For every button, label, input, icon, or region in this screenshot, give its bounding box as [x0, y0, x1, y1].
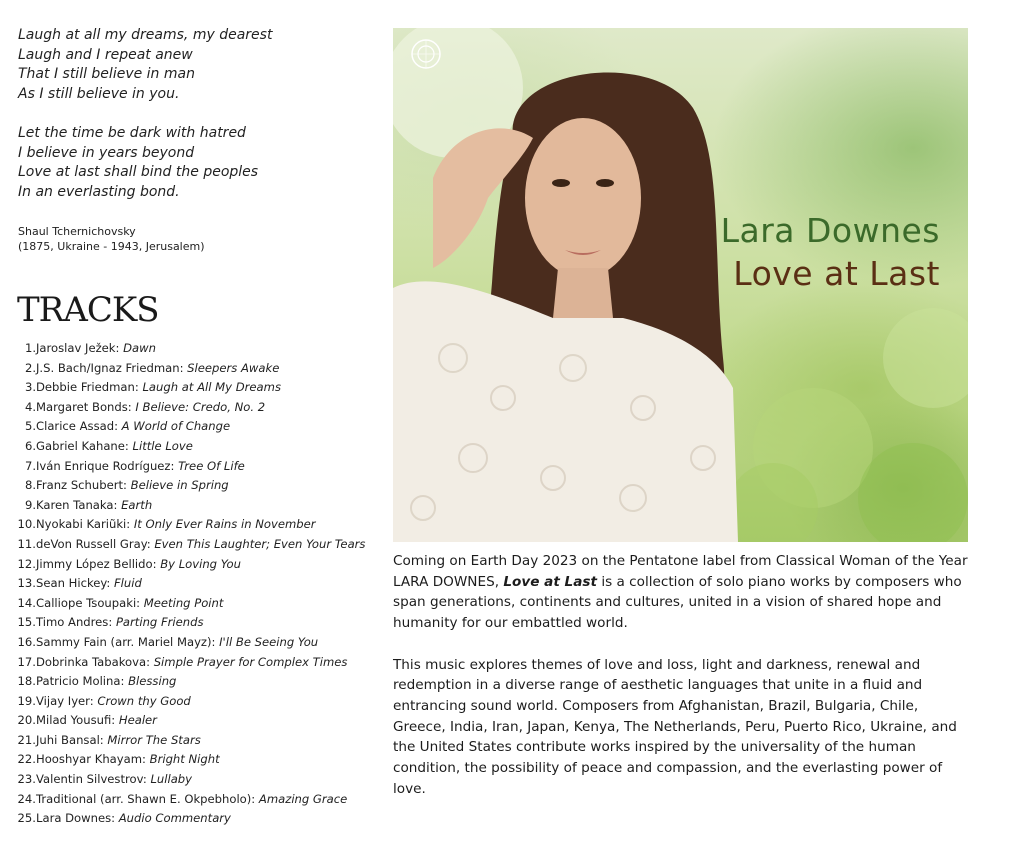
track-item	[14, 398, 386, 418]
track-title: By Loving You	[160, 556, 241, 571]
track-title: It Only Ever Rains in November	[133, 517, 316, 532]
track-title: Amazing Grace	[258, 791, 348, 806]
track-item	[14, 339, 386, 359]
track-number: 25.	[17, 811, 36, 826]
track-composer: Patricio Molina:	[36, 674, 129, 689]
track-number: 22.	[17, 752, 36, 767]
track-number: 12.	[17, 556, 36, 571]
track-title: A World of Change	[121, 419, 231, 434]
poem-attribution	[18, 224, 205, 254]
track-title: Audio Commentary	[118, 811, 231, 826]
poem-author-dates: (1875, Ukraine - 1943, Jerusalem)	[18, 240, 205, 253]
track-item	[14, 594, 386, 614]
track-composer: Calliope Tsoupaki:	[36, 595, 144, 610]
track-item	[14, 555, 386, 575]
track-composer: Iván Enrique Rodríguez:	[36, 458, 179, 473]
description-text: is a collection of solo piano works by composers who span generations, continents and cultures, united in a vision of shared hope and humanity for our embattled world.	[393, 573, 962, 632]
track-composer: Jimmy López Bellido:	[36, 556, 161, 571]
track-number: 13.	[17, 576, 36, 591]
pentatone-logo-icon	[410, 38, 442, 70]
track-composer: J.S. Bach/Ignaz Friedman:	[36, 360, 188, 375]
track-number: 9.	[24, 497, 36, 512]
track-title: Mirror The Stars	[107, 732, 201, 747]
track-composer: Sammy Fain (arr. Mariel Mayz):	[36, 634, 220, 649]
track-item	[14, 437, 386, 457]
track-number: 19.	[17, 693, 36, 708]
track-number: 21.	[17, 732, 36, 747]
poem-line: Love at last shall bind the peoples	[18, 164, 259, 181]
track-item	[14, 476, 386, 496]
track-number: 1.	[24, 341, 36, 355]
tracks-heading: TRACKS	[17, 290, 159, 330]
track-title: Believe in Spring	[130, 478, 229, 493]
track-item	[14, 574, 386, 594]
track-title: Healer	[118, 713, 157, 728]
track-composer: Debbie Friedman:	[36, 380, 143, 395]
track-title: Dawn	[123, 341, 156, 355]
track-title: Parting Friends	[115, 615, 204, 630]
track-title: Meeting Point	[143, 595, 224, 610]
track-item	[14, 515, 386, 535]
track-number: 8.	[24, 478, 36, 493]
poem-line: Laugh and I repeat anew	[18, 46, 193, 63]
track-number: 11.	[17, 536, 36, 551]
poem-line: That I still believe in man	[18, 66, 195, 83]
track-composer: Sean Hickey:	[36, 576, 114, 591]
track-item	[14, 809, 386, 829]
track-item	[14, 790, 386, 810]
track-number: 23.	[17, 772, 36, 787]
track-item	[14, 711, 386, 731]
poem-line: As I still believe in you.	[18, 85, 180, 102]
track-composer: Juhi Bansal:	[36, 732, 108, 747]
track-number: 6.	[24, 438, 36, 453]
track-title: Blessing	[128, 674, 177, 689]
track-composer: Nyokabi Kariũki:	[36, 517, 134, 532]
track-composer: Traditional (arr. Shawn E. Okpebholo):	[36, 791, 259, 806]
track-item	[14, 457, 386, 477]
track-number: 17.	[17, 654, 36, 669]
track-item	[14, 496, 386, 516]
description-paragraph: This music explores themes of love and loss, light and darkness, renewal and redemption in a diverse range of aesthetic languages that unite in a fluid and entrancing sound world. Composers from Afghanistan, Brazil, Bulgaria, Chile, Greece, India, Iran, Japan, Kenya, The Netherlands, Peru, Puerto Rico, Ukraine, and the United States contribute works inspired by the universality of the human condition, the possibility of peace and compassion, and the everlasting power of love.	[393, 656, 957, 797]
track-composer: Valentin Silvestrov:	[36, 772, 151, 787]
cover-album-title: Love at Last	[733, 254, 940, 293]
description-album-title: Love at Last	[503, 573, 597, 590]
track-title: Laugh at All My Dreams	[142, 380, 281, 395]
track-number: 24.	[17, 791, 36, 806]
poem-line: Laugh at all my dreams, my dearest	[18, 27, 273, 43]
track-title: I'll Be Seeing You	[219, 634, 319, 649]
track-composer: Milad Yousufi:	[36, 713, 119, 728]
track-item	[14, 417, 386, 437]
track-number: 18.	[17, 674, 36, 689]
track-number: 5.	[24, 419, 36, 434]
track-item	[14, 692, 386, 712]
track-title: Tree Of Life	[178, 458, 245, 473]
track-composer: Dobrinka Tabakova:	[36, 654, 154, 669]
poem-author: Shaul Tchernichovsky	[18, 225, 136, 238]
track-item	[14, 731, 386, 751]
cover-artist-name: Lara Downes	[720, 211, 940, 250]
track-title: Simple Prayer for Complex Times	[153, 654, 348, 669]
track-number: 20.	[17, 713, 36, 728]
track-composer: Margaret Bonds:	[36, 399, 136, 414]
track-composer: Vijay Iyer:	[36, 693, 98, 708]
poem	[18, 26, 378, 202]
track-item	[14, 535, 386, 555]
track-list	[14, 339, 386, 829]
track-item	[14, 750, 386, 770]
poem-line: In an everlasting bond.	[18, 183, 180, 200]
album-description	[393, 551, 973, 820]
track-composer: Karen Tanaka:	[36, 497, 122, 512]
description-text: Coming on Earth Day 2023 on the Pentatone label from Classical Woman of the Year LARA DOWNES,	[393, 553, 968, 590]
track-composer: Timo Andres:	[36, 615, 116, 630]
track-title: I Believe: Credo, No. 2	[135, 399, 266, 414]
track-item	[14, 359, 386, 379]
track-item	[14, 770, 386, 790]
poem-line: I believe in years beyond	[18, 144, 195, 161]
description-paragraph	[393, 551, 973, 634]
poem-line: Let the time be dark with hatred	[18, 124, 246, 141]
track-item	[14, 672, 386, 692]
track-composer: Lara Downes:	[36, 811, 119, 826]
track-composer: Gabriel Kahane:	[36, 438, 133, 453]
track-number: 2.	[24, 360, 36, 375]
track-title: Earth	[121, 497, 153, 512]
track-number: 15.	[17, 615, 36, 630]
track-title: Crown thy Good	[97, 693, 191, 708]
track-title: Bright Night	[149, 752, 220, 767]
track-number: 10.	[17, 517, 36, 532]
track-composer: Franz Schubert:	[36, 478, 131, 493]
track-composer: Clarice Assad:	[36, 419, 122, 434]
track-title: Fluid	[114, 576, 142, 591]
track-number: 7.	[24, 458, 36, 473]
track-item	[14, 633, 386, 653]
track-title: Even This Laughter; Even Your Tears	[154, 536, 366, 551]
track-number: 14.	[17, 595, 36, 610]
track-number: 3.	[24, 380, 36, 395]
track-composer: Hooshyar Khayam:	[36, 752, 150, 767]
track-item	[14, 613, 386, 633]
track-composer: deVon Russell Gray:	[36, 536, 155, 551]
track-number: 16.	[17, 634, 36, 649]
track-title: Little Love	[132, 438, 193, 453]
track-item	[14, 378, 386, 398]
track-number: 4.	[24, 399, 36, 414]
track-item	[14, 653, 386, 673]
track-composer: Jaroslav Ježek:	[36, 341, 124, 355]
track-title: Lullaby	[150, 772, 193, 787]
album-cover	[393, 28, 968, 542]
track-title: Sleepers Awake	[187, 360, 280, 375]
